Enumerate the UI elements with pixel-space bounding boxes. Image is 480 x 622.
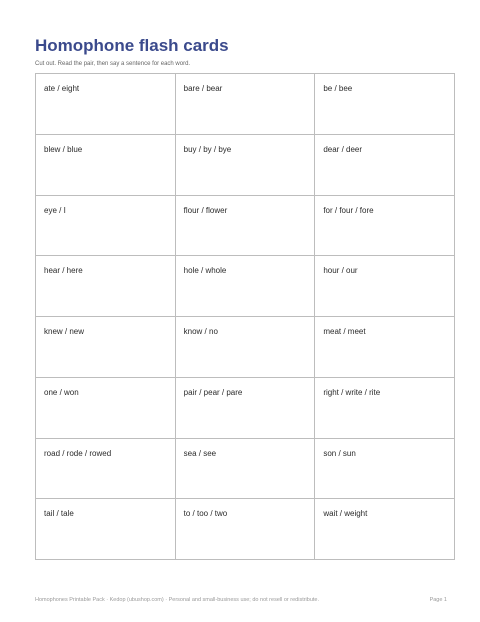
card-text: for / four / fore xyxy=(323,205,374,215)
card-text: ate / eight xyxy=(44,84,80,93)
flash-card xyxy=(315,439,455,500)
card-text: blew / blue xyxy=(44,144,83,154)
card-text: to / too / two xyxy=(183,509,228,519)
card-text: eye / I xyxy=(44,205,66,215)
flash-card xyxy=(176,135,316,196)
flash-card xyxy=(176,499,316,560)
card-text: tail / tale xyxy=(44,509,74,519)
card-text: buy / by / bye xyxy=(183,144,232,154)
flash-card xyxy=(176,256,316,317)
card-text: road / rode / rowed xyxy=(44,448,112,458)
flash-card xyxy=(176,74,316,135)
flash-card xyxy=(315,499,455,560)
card-text: be / bee xyxy=(323,84,353,93)
card-text: hour / our xyxy=(323,266,358,276)
flash-card-grid xyxy=(35,73,455,560)
card-text: one / won xyxy=(44,387,79,397)
card-text: bare / bear xyxy=(183,84,223,93)
card-text: hole / whole xyxy=(183,266,227,276)
flash-card xyxy=(176,378,316,439)
flash-card xyxy=(176,196,316,257)
flash-card xyxy=(36,439,176,500)
card-text: right / write / rite xyxy=(323,387,381,397)
flash-card xyxy=(36,135,176,196)
card-text: hear / here xyxy=(44,266,83,276)
flash-card xyxy=(315,135,455,196)
flash-card xyxy=(36,256,176,317)
card-text: flour / flower xyxy=(183,205,228,215)
instructions-text: Cut out. Read the pair, then say a sentence for each word. xyxy=(35,61,191,67)
card-text: knew / new xyxy=(44,327,85,336)
card-text: sea / see xyxy=(183,448,217,458)
flash-card xyxy=(315,74,455,135)
flash-card xyxy=(36,74,176,135)
card-text: son / sun xyxy=(323,448,356,458)
card-text: pair / pear / pare xyxy=(183,387,243,397)
flash-card xyxy=(36,499,176,560)
card-text: dear / deer xyxy=(323,144,363,154)
flash-card xyxy=(36,196,176,257)
page-number: Page 1 xyxy=(429,597,447,603)
flash-card xyxy=(315,317,455,378)
page-title: Homophone flash cards xyxy=(35,36,229,55)
card-text: know / no xyxy=(183,327,218,336)
flash-card xyxy=(315,378,455,439)
flash-card xyxy=(36,317,176,378)
flash-card xyxy=(315,196,455,257)
footer-credit: Homophones Printable Pack · Kedop (ubushop.com) · Personal and small-business use; do not resell or redistribute. xyxy=(35,597,320,603)
flash-card xyxy=(36,378,176,439)
flash-card xyxy=(176,317,316,378)
flash-card xyxy=(315,256,455,317)
flash-card xyxy=(176,439,316,500)
card-text: meat / meet xyxy=(323,327,366,336)
card-text: wait / weight xyxy=(323,509,368,519)
